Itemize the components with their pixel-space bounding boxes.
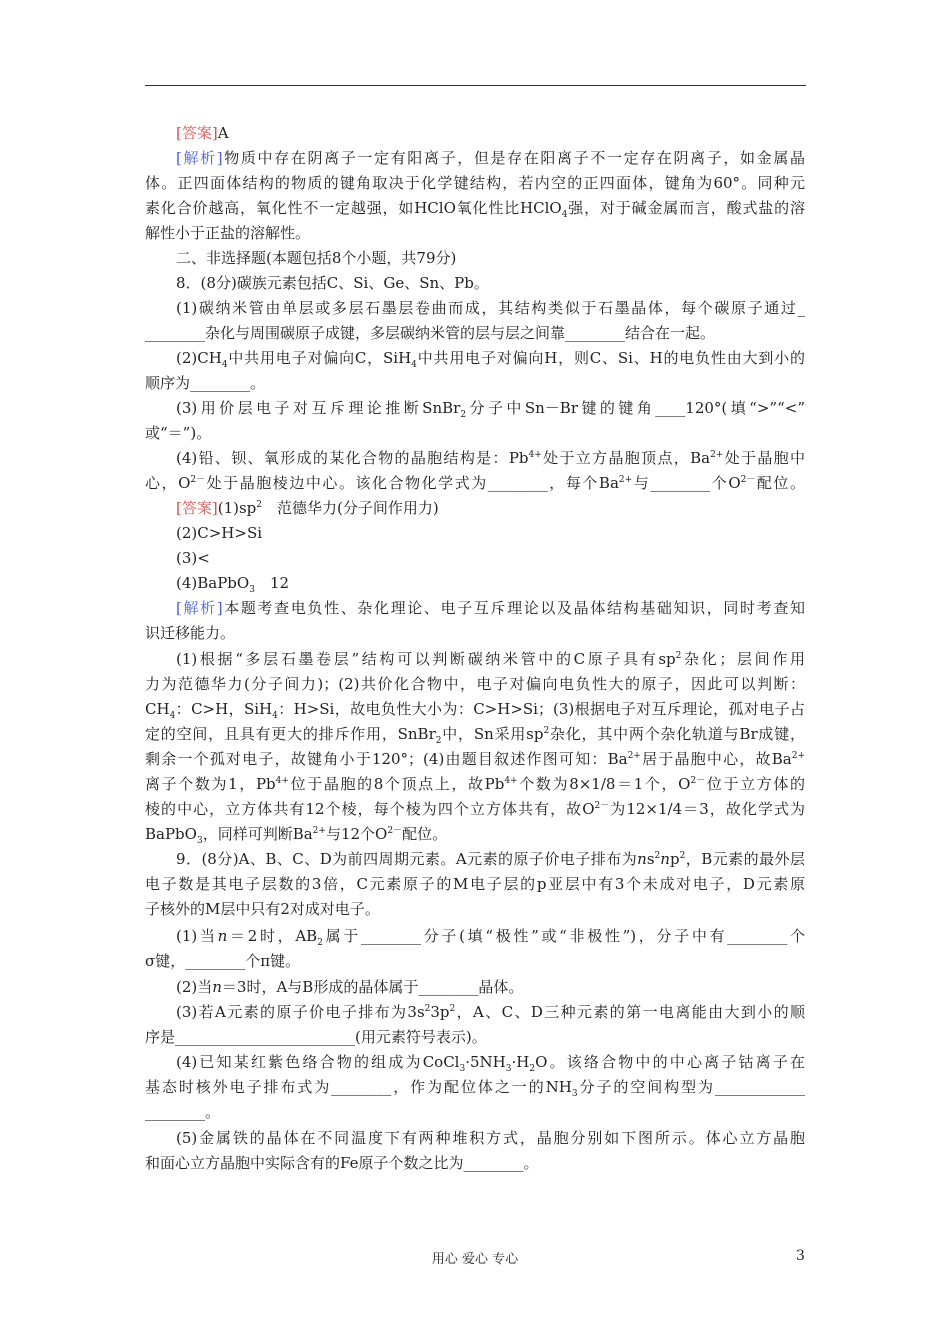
text-run: 范德华力(分子间作用力)	[262, 499, 439, 517]
text-run: (4)铅、钡、氧形成的某化合物的晶胞结构是：Pb	[176, 449, 529, 467]
text-run: 与________个O	[632, 474, 741, 492]
text-line	[145, 899, 805, 919]
text-line	[176, 1002, 805, 1022]
text-line	[176, 548, 805, 568]
text-run: 个数为8×1/8＝1个，O	[517, 775, 691, 793]
text-run: 杂化，其中两个杂化轨道与Br成键，	[549, 725, 805, 743]
superscript: 2－	[190, 475, 206, 485]
text-line	[176, 573, 805, 593]
superscript: 2－	[740, 475, 756, 485]
text-run: 与12个O	[325, 825, 388, 843]
text-run: 3p	[430, 1003, 450, 1021]
text-run: 顺序为________。	[145, 374, 266, 392]
text-run: 配位。	[755, 474, 805, 492]
text-run: ＝2时，AB	[227, 927, 318, 945]
text-run: 分子中Sn－Br键的键角____120°(填“>”“<”	[466, 399, 805, 417]
text-run: 配位。	[402, 825, 448, 843]
text-line	[176, 598, 805, 618]
text-run: 基态时核外电子排布式为________，作为配位体之一的NH	[145, 1078, 572, 1096]
text-run: ：C>H，SiH	[175, 700, 273, 718]
italic-variable: n	[212, 978, 222, 996]
text-line	[145, 1027, 805, 1047]
subscript: 2	[317, 938, 323, 946]
text-run: 位于立方体的	[705, 775, 805, 793]
text-run: 或“＝”)。	[145, 424, 212, 442]
text-line	[145, 198, 805, 218]
superscript: 2	[543, 726, 550, 736]
text-line	[145, 1077, 805, 1097]
superscript: 2	[654, 851, 661, 861]
text-run: 为12×1/4＝3，故化学式为	[609, 800, 805, 818]
text-run: 和面心立方晶胞中实际含有的Fe原子个数之比为________。	[145, 1154, 539, 1172]
text-run: ＝3时，A与B形成的晶体属于________晶体。	[221, 978, 524, 996]
text-run: (1)碳纳米管由单层或多层石墨层卷曲而成，其结构类似于石墨晶体，每个碳原子通过_	[176, 299, 805, 317]
italic-variable: n	[637, 850, 647, 868]
superscript: 2	[424, 1004, 431, 1014]
text-run: 体。正四面体结构的物质的键角取决于化学键结构，若内空的正四面体，键角为60°。同种元	[145, 174, 805, 192]
text-line	[145, 373, 805, 393]
subscript: 2	[435, 736, 442, 744]
subscript: 3	[505, 1064, 512, 1072]
text-line	[145, 1153, 805, 1173]
italic-variable: n	[217, 927, 228, 945]
superscript: 4+	[504, 776, 518, 786]
text-line	[176, 926, 805, 946]
text-line	[145, 874, 805, 894]
text-line	[145, 173, 805, 193]
text-run: 8．(8分)碳族元素包括C、Si、Ge、Sn、Pb。	[176, 274, 489, 292]
subscript: 4	[169, 711, 176, 719]
text-run: 子核外的M层中只有2对成对电子。	[145, 900, 380, 918]
text-run: 剩余一个孤对电子，故键角小于120°；(4)由题目叙述作图可知：Ba	[145, 750, 628, 768]
subscript: 4	[411, 360, 417, 368]
text-run: 分子的空间构型为____________	[577, 1078, 805, 1096]
text-run: ·H	[511, 1053, 530, 1071]
text-run: 本题考查电负性、杂化理论、电子互斥理论以及晶体结构基础知识，同时考查知	[222, 599, 805, 617]
text-run: (1)当	[176, 927, 218, 945]
superscript: 4+	[528, 450, 542, 460]
text-run: 中共用电子对偏向H，则C、Si、H的电负性由大到小的	[416, 349, 805, 367]
text-line	[145, 799, 805, 819]
text-line	[176, 248, 805, 268]
text-line	[145, 749, 805, 769]
superscript: 2－	[594, 801, 610, 811]
text-run: ，B元素的最外层	[685, 850, 805, 868]
superscript: 2－	[387, 826, 403, 836]
text-line	[176, 398, 805, 418]
subscript: 3	[459, 1064, 466, 1072]
subscript: 4	[221, 360, 228, 368]
answer-label: [答案]	[176, 124, 218, 142]
text-run: (1)sp	[217, 499, 257, 517]
text-run: 属于________分子(填“极性”或“非极性”)，分子中有________个	[322, 927, 805, 945]
subscript: 3	[571, 1089, 578, 1097]
text-line	[176, 123, 805, 143]
subscript: 2	[529, 1064, 536, 1072]
text-run: A	[217, 124, 229, 142]
text-run: 心，O	[145, 474, 191, 492]
text-run: (2)当	[176, 978, 213, 996]
text-run: 物质中存在阴离子一定有阳离子，但是存在阳离子不一定存在阴离子，如金属晶	[222, 149, 805, 167]
text-line	[176, 148, 805, 168]
text-run: s	[646, 850, 655, 868]
text-run: 处于晶胞中	[723, 449, 805, 467]
text-line	[176, 649, 805, 669]
text-line	[176, 498, 805, 518]
text-line	[145, 423, 805, 443]
text-run: ________。	[145, 1103, 221, 1121]
analysis-label: [解析]	[176, 149, 223, 167]
text-run: (4)已知某红紫色络合物的组成为CoCl	[176, 1053, 460, 1071]
text-line	[145, 824, 805, 844]
subscript: 3	[196, 836, 203, 846]
text-run: σ键，________个π键。	[145, 952, 301, 970]
text-line	[176, 298, 805, 318]
text-line	[145, 951, 805, 971]
text-run: 定的空间，且具有更大的排斥作用，SnBr	[145, 725, 436, 743]
text-run: O。该络合物中的中心离子钴离子在	[535, 1053, 805, 1071]
text-run: 离子个数为1，Pb	[145, 775, 276, 793]
text-run: 棱的中心，立方体共有12个棱，每个棱为四个立方体共有，故O	[145, 800, 595, 818]
superscript: 2+	[618, 475, 633, 485]
text-run: (1)根据“多层石墨卷层”结构可以判断碳纳米管中的C原子具有sp	[176, 650, 676, 668]
text-line	[145, 323, 805, 343]
text-run: (2)CH	[176, 349, 222, 367]
superscript: 2+	[710, 450, 724, 460]
text-run: 中共用电子对偏向C，SiH	[227, 349, 412, 367]
text-run: 识迁移能力。	[145, 624, 236, 642]
text-line	[176, 977, 805, 997]
analysis-label: [解析]	[176, 599, 223, 617]
subscript: 4	[272, 711, 278, 719]
superscript: 2+	[312, 826, 326, 836]
text-run: 12	[254, 574, 290, 592]
text-line	[145, 223, 805, 243]
text-run: 居于晶胞中心，故Ba	[640, 750, 792, 768]
page-number: 3	[796, 1248, 805, 1264]
text-run: 位于晶胞的8个顶点上，故Pb	[288, 775, 505, 793]
text-line	[176, 849, 805, 869]
text-line	[145, 473, 805, 493]
subscript: 3	[249, 585, 255, 595]
superscript: 2+	[791, 751, 805, 761]
text-run: 杂化；层间作用	[681, 650, 805, 668]
text-line	[176, 348, 805, 368]
superscript: 4+	[275, 776, 289, 786]
superscript: 2+	[627, 751, 641, 761]
text-line	[176, 1052, 805, 1072]
text-run: (5)金属铁的晶体在不同温度下有两种堆积方式，晶胞分别如下图所示。体心立方晶胞	[176, 1129, 805, 1147]
superscript: 2	[256, 500, 263, 510]
text-line	[145, 674, 805, 694]
text-run: ，A、C、D三种元素的第一电离能由大到小的顺	[455, 1003, 805, 1021]
text-line	[145, 1102, 805, 1122]
text-run: (4)BaPbO	[176, 574, 250, 592]
text-line	[176, 523, 805, 543]
text-line	[145, 774, 805, 794]
text-run: 处于立方晶胞顶点，Ba	[541, 449, 711, 467]
text-line	[145, 699, 805, 719]
text-run: 力为范德华力(分子间力)；(2)共价化合物中，电子对偏向电负性大的原子，因此可以判断：	[145, 675, 805, 693]
text-run: ________杂化与周围碳原子成键，多层碳纳米管的层与层之间靠________结合在一起。	[145, 324, 716, 342]
text-run: (2)C>H>Si	[176, 524, 263, 542]
text-line	[176, 273, 805, 293]
superscript: 2	[675, 651, 682, 661]
text-run: (3)若A元素的原子价电子排布为3s	[176, 1003, 425, 1021]
text-run: ·5NH	[465, 1053, 506, 1071]
superscript: 2	[679, 851, 686, 861]
text-run: 素化合价越高，氧化性不一定越强，如HClO氧化性比HClO	[145, 199, 562, 217]
text-run: 中，Sn采用sp	[441, 725, 544, 743]
text-line	[145, 623, 805, 643]
text-line	[176, 1128, 805, 1148]
subscript: 4	[561, 210, 568, 218]
text-run: 电子数是其电子层数的3倍，C元素原子的M电子层的p亚层中有3个未成对电子，D元素原	[145, 875, 805, 893]
text-line	[145, 724, 805, 744]
text-run: 强，对于碱金属而言，酸式盐的溶	[567, 199, 805, 217]
text-run: p	[669, 850, 680, 868]
text-run: (3)<	[176, 549, 210, 567]
header-rule	[145, 85, 806, 86]
text-run: 9．(8分)A、B、C、D为前四周期元素。A元素的原子价电子排布为	[176, 850, 638, 868]
text-line	[176, 448, 805, 468]
italic-variable: n	[660, 850, 670, 868]
subscript: 2	[460, 410, 467, 418]
text-run: ：H>Si，故电负性大小为：C>H>Si；(3)根据电子对互斥理论，孤对电子占	[277, 700, 805, 718]
text-run: 二、非选择题(本题包括8个小题，共79分)	[176, 249, 457, 267]
text-run: BaPbO	[145, 825, 197, 843]
page-footer: 用心 爱心 专心	[431, 1252, 519, 1267]
text-run: (3)用价层电子对互斥理论推断SnBr	[176, 399, 461, 417]
text-run: CH	[145, 700, 170, 718]
text-run: 处于晶胞棱边中心。该化合物化学式为________，每个Ba	[205, 474, 619, 492]
superscript: 2	[449, 1004, 456, 1014]
superscript: 2－	[690, 776, 706, 786]
text-run: ，同样可判断Ba	[202, 825, 313, 843]
text-run: 序是________________________(用元素符号表示)。	[145, 1028, 487, 1046]
text-run: 解性小于正盐的溶解性。	[145, 224, 311, 242]
answer-label: [答案]	[176, 499, 218, 517]
